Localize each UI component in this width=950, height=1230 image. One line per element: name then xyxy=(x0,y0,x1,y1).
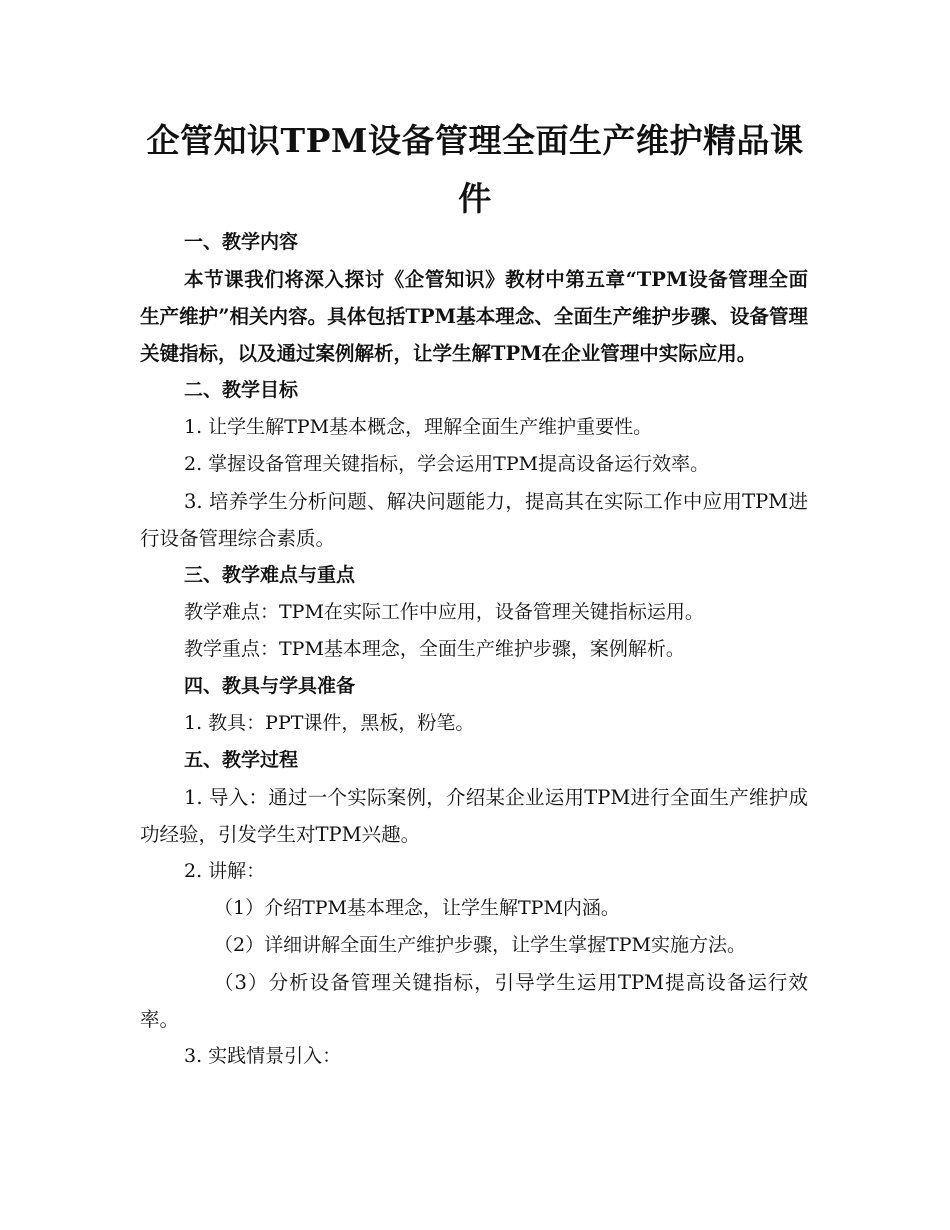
teaching-focus: 教学重点：TPM基本理念，全面生产维护步骤，案例解析。 xyxy=(184,638,685,660)
goal-item-3: 3. 培养学生分析问题、解决问题能力，提高其在实际工作中应用TPM进行设备管理综合素质。 xyxy=(140,490,808,550)
process-sub-item-1: （1）介绍TPM基本理念，让学生解TPM内涵。 xyxy=(214,897,620,919)
section-heading-process: 五、教学过程 xyxy=(184,749,299,771)
tools-item-1: 1. 教具：PPT课件，黑板，粉笔。 xyxy=(184,712,475,734)
teaching-difficulty: 教学难点：TPM在实际工作中应用，设备管理关键指标运用。 xyxy=(184,601,704,623)
section-heading-teaching-goals: 二、教学目标 xyxy=(184,379,299,401)
process-item-1: 1. 导入：通过一个实际案例，介绍某企业运用TPM进行全面生产维护成功经验，引发学生对TPM兴趣。 xyxy=(140,786,808,846)
section-heading-tools: 四、教具与学具准备 xyxy=(184,675,356,697)
page-title: 企管知识TPM设备管理全面生产维护精品课件 xyxy=(146,121,804,218)
section-heading-teaching-content: 一、教学内容 xyxy=(184,231,299,253)
section-heading-difficulties: 三、教学难点与重点 xyxy=(184,564,356,586)
goal-item-2: 2. 掌握设备管理关键指标，学会运用TPM提高设备运行效率。 xyxy=(184,453,710,475)
process-item-2: 2. 讲解： xyxy=(184,860,266,882)
process-sub-item-2: （2）详细讲解全面生产维护步骤，让学生掌握TPM实施方法。 xyxy=(214,934,747,956)
process-item-3: 3. 实践情景引入： xyxy=(184,1045,342,1067)
document-body xyxy=(140,224,808,1075)
goal-item-1: 1. 让学生解TPM基本概念，理解全面生产维护重要性。 xyxy=(184,416,653,438)
teaching-content-paragraph: 本节课我们将深入探讨《企管知识》教材中第五章“TPM设备管理全面生产维护”相关内容。具体包括TPM基本理念、全面生产维护步骤、设备管理关键指标，以及通过案例解析，让学生解TPM在企业管理中实际应用。 xyxy=(140,268,808,365)
process-sub-item-3: （3）分析设备管理关键指标，引导学生运用TPM提高设备运行效率。 xyxy=(140,971,808,1031)
